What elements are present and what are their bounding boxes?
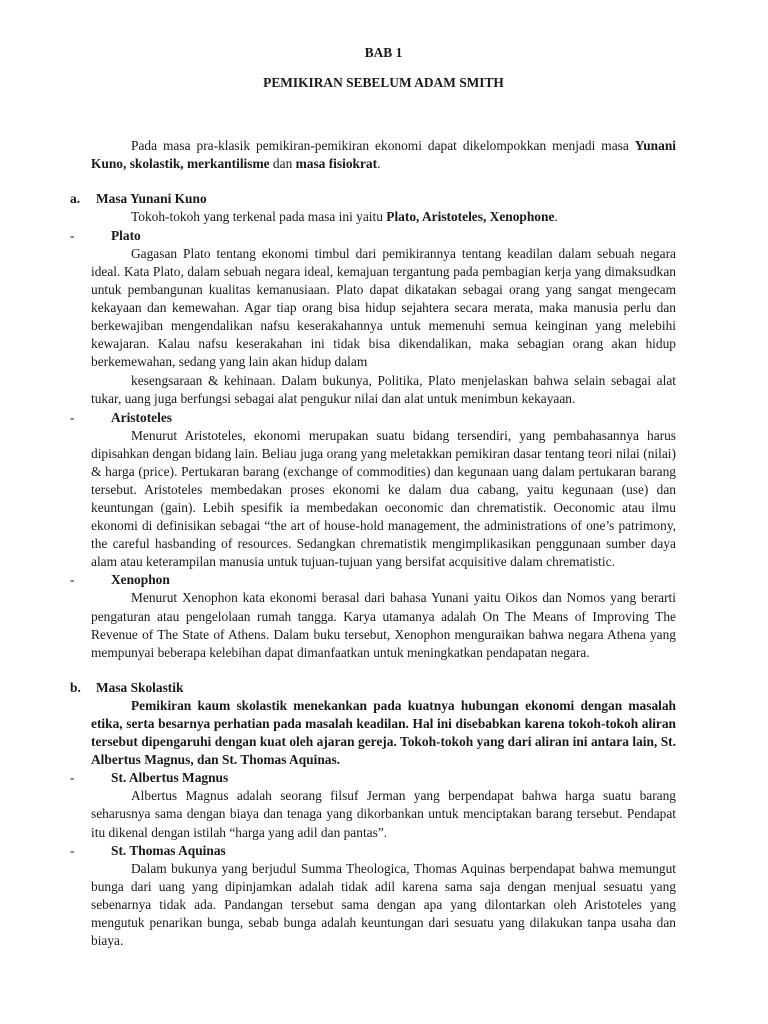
bullet-dash: -	[70, 227, 75, 243]
section-a-lead-bold: Plato, Aristoteles, Xenophone	[386, 209, 555, 225]
section-b-lead: Pemikiran kaum skolastik menekankan pada kuatnya hubungan ekonomi dengan masalah etika, serta besarnya perhatian pada masalah keadilan. Hal ini disebabkan karena tokoh-tokoh aliran tersebut dipengaruhi dengan kuat oleh ajaran gereja. Tokoh-tokoh yang dari aliran ini antara lain, St. Albertus Magnus, dan St. Thomas Aquinas.	[91, 697, 676, 768]
chapter-title: PEMIKIRAN SEBELUM ADAM SMITH	[263, 75, 504, 91]
intro-text: Pada masa pra-klasik pemikiran-pemikiran ekonomi dapat dikelompokkan menjadi masa	[131, 138, 635, 154]
plato-name: Plato	[111, 227, 141, 243]
aristoteles-heading	[70, 409, 676, 427]
plato-paragraph-2: kesengsaraan & kehinaan. Dalam bukunya, Politika, Plato menjelaskan bahwa selain sebagai alat tukar, uang juga berfungsi sebagai alat pengukur nilai dan alat untuk menimbun kekayaan.	[91, 373, 676, 407]
intro-bold-last: masa fisiokrat	[295, 156, 378, 172]
albertus-name: St. Albertus Magnus	[111, 770, 229, 786]
plato-heading	[70, 227, 676, 245]
aquinas-name: St. Thomas Aquinas	[111, 842, 226, 858]
aristoteles-paragraph: Menurut Aristoteles, ekonomi merupakan suatu bidang tersendiri, yang pembahasannya harus dipisahkan dengan bidang lain. Beliau juga orang yang meletakkan pemikiran dasar tentang teori nilai (nilai) & harga (price). Pertukaran barang (exchange of commodities) dan kegunaan uang dalam pertukaran barang tersebut. Aristoteles membedakan proses ekonomi ke dalam dua cabang, yaitu kegunaan (use) dan keuntungan (gain). Lebih spesifik ia membedakan oeconomic dan chrematistik. Oeconomic atau ilmu ekonomi di definisikan sebagai “the art of house-hold management, the administrations of one’s patrimony, the careful hasbanding of resources. Sedangkan chrematistik mengimplikasikan penggunaan sumber daya alam atau keterampilan manusia untuk tujuan-tujuan yang bersifat acquisitive dalam chrematistic.	[91, 427, 676, 570]
intro-text-end: .	[377, 156, 381, 172]
aristoteles-name: Aristoteles	[111, 409, 172, 425]
aquinas-paragraph: Dalam bukunya yang berjudul Summa Theologica, Thomas Aquinas berpendapat bahwa memungut bunga dari uang yang dipinjamkan adalah tidak adil karena sama saja dengan menjual sesuatu yang sebenarnya tidak ada. Pandangan tersebut sama dengan apa yang dilontarkan oleh Aristoteles yang mengutuk penarikan bunga, sebab bunga adalah keuntungan dari sesuatu yang dilakukan tanpa usaha dan biaya.	[91, 860, 676, 949]
section-a-heading	[70, 190, 676, 208]
section-a-lead-text: Tokoh-tokoh yang terkenal pada masa ini yaitu	[131, 209, 387, 225]
xenophon-name: Xenophon	[111, 572, 170, 588]
bullet-dash: -	[70, 409, 75, 425]
section-a-marker: a.	[70, 191, 81, 207]
section-a-lead-end: .	[554, 209, 558, 225]
section-a-lead	[91, 208, 676, 226]
chapter-number: BAB 1	[364, 45, 403, 60]
albertus-heading	[70, 769, 676, 787]
xenophon-heading	[70, 571, 676, 589]
aquinas-heading	[70, 842, 676, 860]
intro-text-middle: dan	[269, 156, 296, 172]
section-b-heading	[70, 679, 676, 697]
albertus-paragraph: Albertus Magnus adalah seorang filsuf Jerman yang berpendapat bahwa harga suatu barang seharusnya sama dengan biaya dan tenaga yang dikorbankan untuk menciptakan barang tersebut. Pendapat itu dikenal dengan istilah “harga yang adil dan pantas”.	[91, 788, 676, 840]
plato-paragraph-1: Gagasan Plato tentang ekonomi timbul dari pemikirannya tentang keadilan dalam sebuah negara ideal. Kata Plato, dalam sebuah negara ideal, kemajuan tergantung pada pembagian kerja yang dimaksudkan untuk pembangunan kualitas kemanusiaan. Plato dapat dikatakan sebagai orang yang sangat mengecam kekayaan dan kemewahan. Agar tiap orang bisa hidup sejahtera secara merata, maka manusia perlu dan berkewajiban mengendalikan nafsu keserakahannya untuk memenuhi semua keinginan yang melebihi kewajaran. Kalau nafsu keserakahan ini tidak bisa dikendalikan, maka sebagian orang akan hidup berkemewahan, sedang yang lain akan hidup dalam	[91, 245, 676, 370]
intro-bold-terms: Yunani Kuno, skolastik, merkantilisme	[91, 138, 676, 172]
intro-paragraph	[91, 137, 676, 173]
bullet-dash: -	[70, 572, 75, 588]
bullet-dash: -	[70, 770, 75, 786]
xenophon-paragraph: Menurut Xenophon kata ekonomi berasal dari bahasa Yunani yaitu Oikos dan Nomos yang berarti pengaturan atau pengelolaan rumah tangga. Karya utamanya adalah On The Means of Improving The Revenue of The State of Athens. Dalam buku tersebut, Xenophon menguraikan bahwa negara Athena yang mempunyai beberapa kelebihan dapat dimanfaatkan untuk meningkatkan pendapatan negara.	[91, 590, 676, 660]
bullet-dash: -	[70, 842, 75, 858]
section-b-marker: b.	[70, 679, 81, 695]
document-page	[70, 40, 676, 950]
section-a-title: Masa Yunani Kuno	[96, 191, 207, 207]
section-b-title: Masa Skolastik	[96, 679, 184, 695]
